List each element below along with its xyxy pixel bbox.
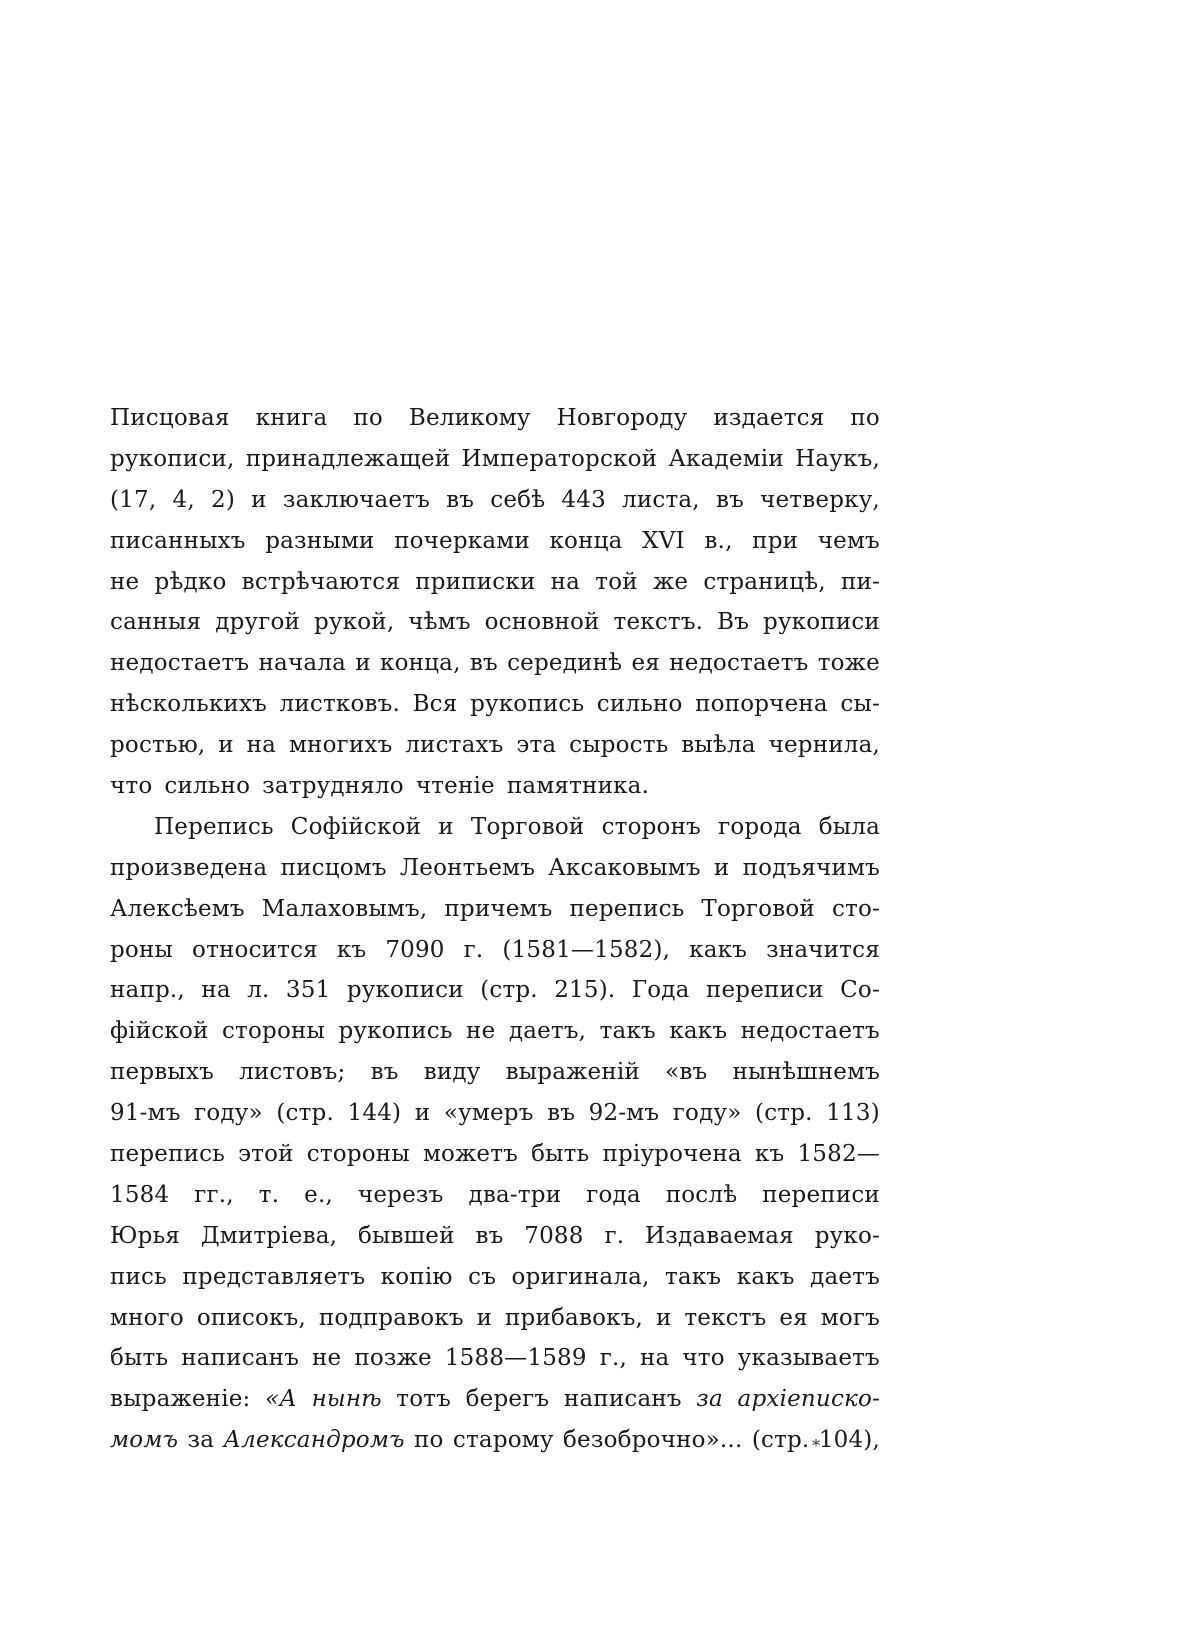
word: пи- [840,568,880,595]
word: той [595,568,638,595]
word: 92-мъ [588,1100,660,1127]
word: году» [194,1100,263,1127]
word: на [201,977,231,1004]
word: книга [255,405,328,431]
word: ея [631,650,660,677]
text-line [110,889,880,930]
text-line [110,1175,880,1216]
word: 104), [818,1427,880,1454]
word: Торговой [701,895,815,922]
word: нѣсколькихъ [110,691,267,718]
word: какъ [669,1018,728,1045]
word: 144) [347,1100,402,1127]
word: выраженіе: [110,1386,251,1413]
word: первыхъ [110,1059,214,1086]
word: и [218,732,234,759]
text-line [110,684,880,725]
word: даетъ [810,1263,880,1290]
word: въ [370,1059,399,1086]
word: почерками [394,527,530,554]
word: 443 [561,486,606,513]
word: значится [766,936,880,963]
word: приписки [415,568,536,595]
word: сильно [596,691,683,718]
word: XVI [642,527,685,554]
word: памятника. [506,773,650,800]
word: и [655,1304,672,1331]
text-line [110,602,880,643]
word: такъ [599,1018,656,1045]
word: къ [336,936,367,963]
signature-mark: * [812,1436,820,1455]
word: 1588—1589 [444,1345,587,1372]
word: по [413,1427,444,1454]
word: г., [599,1345,627,1372]
body-text [110,398,880,1461]
word: попорчена [695,691,828,718]
text-line [110,480,880,521]
word: такъ [665,1263,722,1290]
word: по [353,405,383,431]
word: какъ [689,936,748,963]
word: году» [672,1100,742,1127]
text-line [110,1134,880,1175]
word: начала [258,650,346,677]
text-line [110,1298,880,1339]
word: чтеніе [415,773,495,800]
text-line [110,848,880,889]
word: т. [258,1181,280,1208]
word: 2) [211,486,236,513]
word: Алексѣемъ [110,895,245,922]
word: текстъ [684,1304,767,1331]
text-line [110,807,880,848]
word: на [639,1345,670,1372]
word: чѣмъ [408,609,471,636]
text-line [110,1216,880,1257]
text-line [110,1011,880,1052]
word: въ [469,650,498,677]
word: (стр. [755,1100,813,1127]
word: четверку, [760,486,880,513]
word: указываетъ [737,1345,880,1372]
word: Великому [408,405,531,431]
word: за [696,1386,723,1413]
word: (стр. [751,1427,810,1454]
word: Наукъ, [795,445,880,472]
word: «въ [665,1059,708,1086]
word: сто- [831,895,880,922]
text-line [110,1052,880,1093]
text-line [110,970,880,1011]
word: тоже [817,650,880,677]
word: сторонъ [601,813,701,840]
word: архіеписко- [737,1386,880,1413]
word: быть [110,1345,169,1372]
word: черезъ [357,1181,444,1208]
word: и [251,486,267,513]
word: въ [715,486,744,513]
word: рукопись [470,691,585,718]
word: подправокъ [318,1304,464,1331]
word: 351 [285,977,331,1004]
word: пріурочена [602,1141,742,1168]
word: пись [110,1263,167,1290]
word: что [682,1345,725,1372]
word: (стр. [480,977,538,1004]
word: позже [354,1345,432,1372]
word: старому [452,1427,554,1454]
word: листовъ; [239,1059,346,1086]
word: подъячимъ [742,854,880,881]
word: послѣ [665,1181,738,1208]
word: стороны [306,1141,410,1168]
word: напр., [110,977,185,1004]
word: написанъ [181,1345,300,1372]
word: быть [531,1141,590,1168]
word: и [414,1100,431,1127]
word: относится [192,936,318,963]
word: заключаетъ [282,486,430,513]
word: Академіи [668,445,784,472]
word: бывшей [357,1222,455,1249]
word: роны [110,936,174,963]
word: города [718,813,802,840]
word: переписи [762,1181,880,1208]
word: гг., [194,1181,234,1208]
word: рукописи [763,609,880,636]
word: на [550,568,581,595]
word: основной [484,609,600,636]
word: рукой, [314,609,395,636]
word: перепись [569,895,685,922]
word: л. [247,977,270,1004]
word: чернила, [768,732,880,759]
word: страницѣ, [703,568,826,595]
text-line [110,643,880,684]
word: много [110,1304,184,1331]
word: могъ [820,1304,880,1331]
word: момъ [110,1427,179,1454]
word: Дмитріева, [200,1222,338,1249]
word: Императорской [461,445,658,472]
word: Въ [717,609,750,636]
word: г. [604,1222,625,1249]
word: Новгороду [556,405,688,431]
word: (1581—1582), [502,936,671,963]
word: сильно [164,773,251,800]
word: даетъ, [508,1018,587,1045]
word: Перепись [154,813,274,840]
word: года [586,1181,641,1208]
word: и [438,813,454,840]
word: 7090 [385,936,445,963]
word: листахъ [405,732,504,759]
word: серединѣ [507,650,623,677]
word: санныя [110,609,202,636]
word: этой [238,1141,294,1168]
word: какъ [736,1263,795,1290]
word: выраженій [505,1059,640,1086]
word: рукописи, [110,445,235,472]
word: недостаетъ [669,650,809,677]
word: себѣ [490,486,546,513]
word: конца, [380,650,461,677]
text-line [110,930,880,971]
word: недостаетъ [110,650,250,677]
word: 1582— [797,1141,880,1168]
word: копію [380,1263,453,1290]
word: конца [549,527,623,554]
word: въ [547,1100,576,1127]
word: при [752,527,799,554]
word: Писцовая [110,405,230,431]
word: выѣла [681,732,756,759]
word: ея [779,1304,808,1331]
word: 4, [172,486,195,513]
word: листковъ. [279,691,400,718]
word: г. [463,936,484,963]
word: другой [215,609,301,636]
word: представляетъ [182,1263,366,1290]
word: Издаваемая [645,1222,794,1249]
word: фійской [110,1018,209,1045]
word: по [850,405,880,431]
word: описокъ, [196,1304,306,1331]
text-line [110,1257,880,1298]
word: (стр. [276,1100,334,1127]
word: виду [423,1059,481,1086]
word: писцомъ [280,854,387,881]
word: затрудняло [262,773,404,800]
word: съ [468,1263,497,1290]
word: Торговой [470,813,585,840]
text-line [110,521,880,562]
word: Софійской [290,813,422,840]
text-line [110,398,880,439]
word: и [355,650,371,677]
word: 215). [554,977,616,1004]
word: 7088 [524,1222,584,1249]
word: 1584 [110,1181,170,1208]
word: 91-мъ [110,1100,181,1127]
word: безоброчно»... [563,1427,743,1454]
word: рукопись [338,1018,453,1045]
word: недостаетъ [740,1018,880,1045]
word: листа, [622,486,700,513]
word: прибавокъ, [505,1304,644,1331]
word: Года [631,977,690,1004]
word: сы- [840,691,880,718]
text-line [110,439,880,480]
word: в., [704,527,733,554]
word: многихъ [288,732,393,759]
word: оригинала, [511,1263,650,1290]
word: два-три [468,1181,562,1208]
word: въ [446,486,475,513]
word: причемъ [444,895,553,922]
text-line [110,1093,880,1134]
text-line [110,766,880,807]
word: въ [475,1222,504,1249]
word: произведена [110,854,268,881]
word: Леонтьемъ [399,854,536,881]
word: нынѣшнемъ [732,1059,880,1086]
word: можетъ [422,1141,519,1168]
word: издается [713,405,825,431]
word: эта [516,732,557,759]
word: переписи [705,977,824,1004]
word: «умеръ [443,1100,534,1127]
word: за [187,1427,215,1454]
text-line [110,1420,880,1461]
word: чемъ [817,527,880,554]
word: берегъ [465,1386,550,1413]
word: перепись [110,1141,225,1168]
word: не [312,1345,342,1372]
text-line [110,562,880,603]
word: встрѣчаются [241,568,401,595]
word: рѣдко [154,568,227,595]
word: ростью, [110,732,206,759]
word: къ [754,1141,785,1168]
word: писанныхъ [110,527,246,554]
word: и [476,1304,493,1331]
text-line [110,1338,880,1379]
word: сырость [569,732,669,759]
word: не [466,1018,496,1045]
word: принадлежащей [245,445,451,472]
word: (17, [110,486,157,513]
word: Малаховымъ, [261,895,428,922]
word: на [246,732,277,759]
word: что [110,773,153,800]
word: Аксаковымъ [548,854,701,881]
word: Вся [412,691,458,718]
word: рукописи [346,977,464,1004]
word: была [818,813,880,840]
word: не [110,568,140,595]
word: е., [304,1181,334,1208]
text-line [110,725,880,766]
word: нынѣ [311,1386,382,1413]
word: тотъ [396,1386,452,1413]
word: написанъ [563,1386,682,1413]
word: Александромъ [223,1427,405,1454]
text-line [110,1379,880,1420]
word: и [713,854,730,881]
word: текстъ. [613,609,704,636]
word: Со- [840,977,880,1004]
word: же [652,568,689,595]
word: «А [265,1386,297,1413]
word: Юрья [110,1222,181,1249]
word: 113) [826,1100,880,1127]
word: руко- [814,1222,880,1249]
word: стороны [221,1018,326,1045]
word: разными [265,527,375,554]
